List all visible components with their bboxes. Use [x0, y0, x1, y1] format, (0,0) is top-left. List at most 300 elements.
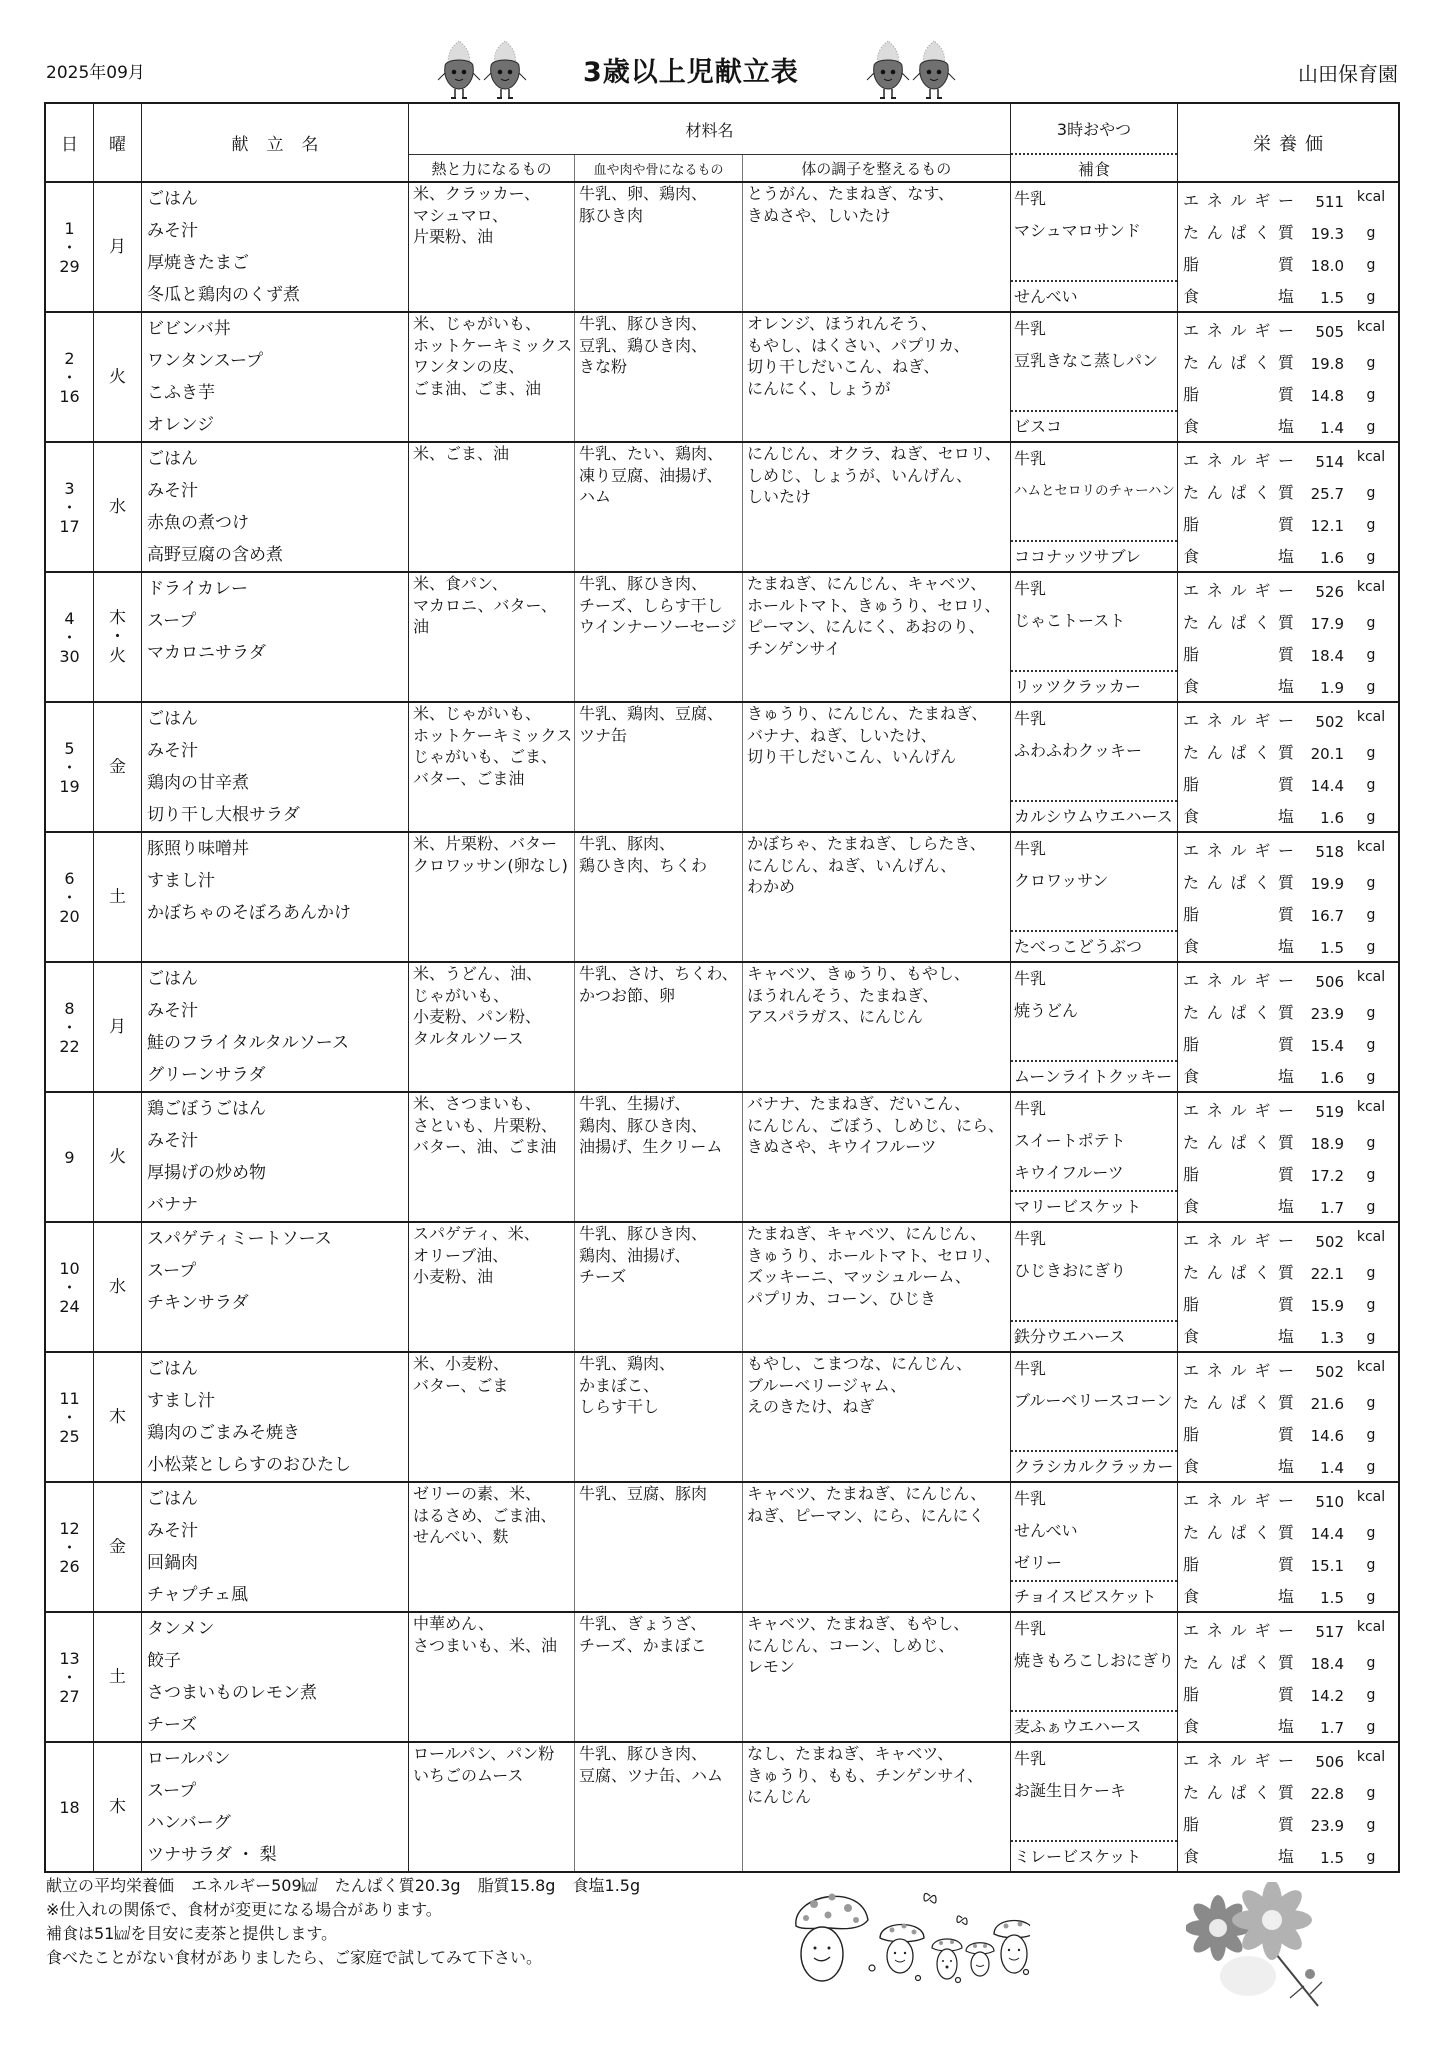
label-glyph: ー	[1277, 970, 1294, 990]
ingredient-line: 小麦粉、油	[413, 1267, 494, 1286]
ingredient-line: スパゲティ、米、	[413, 1224, 540, 1243]
header-condition-foods: 体の調子を整えるもの	[801, 159, 952, 178]
nutrition-cell	[1178, 1093, 1398, 1221]
energy-unit: kcal	[1356, 1359, 1386, 1375]
day-label: ・	[61, 237, 78, 257]
protein-label	[1183, 480, 1294, 503]
label-glyph: く	[1254, 222, 1271, 242]
ingredient-line: なし、たまねぎ、キャベツ、	[747, 1744, 954, 1763]
label-glyph: 質	[1277, 1652, 1294, 1672]
salt-line	[1183, 539, 1398, 571]
nutrition-cell	[1178, 1353, 1398, 1481]
fat-value: 12.1	[1310, 517, 1344, 535]
menu-items-cell	[142, 963, 409, 1091]
energy-unit: kcal	[1356, 1749, 1386, 1765]
snack-item: ゼリー	[1014, 1553, 1063, 1572]
ingredient-line: 牛乳、豚肉、	[579, 834, 676, 853]
salt-line	[1183, 669, 1398, 701]
day-cell	[46, 1093, 94, 1221]
salt-unit: g	[1366, 549, 1376, 565]
menu-month: 2025年09月	[46, 63, 145, 83]
fat-label	[1183, 642, 1294, 665]
label-glyph: 質	[1277, 1684, 1294, 1704]
menu-item: 鶏肉の甘辛煮	[147, 773, 249, 793]
energy-line	[1183, 1613, 1398, 1645]
salt-unit: g	[1366, 1199, 1376, 1215]
menu-item: スープ	[147, 611, 197, 631]
day-label: 12	[59, 1518, 80, 1538]
menu-items-cell	[142, 833, 409, 961]
salt-line	[1183, 1579, 1398, 1611]
label-glyph: 脂	[1183, 1684, 1200, 1704]
snack-cell	[1011, 313, 1178, 441]
day-label: ・	[61, 1537, 78, 1557]
header-snack-title: 3時おやつ	[1011, 104, 1177, 155]
salt-value: 1.9	[1320, 679, 1344, 697]
supplement-item: クラシカルクラッカー	[1014, 1457, 1174, 1476]
table-header	[46, 104, 1398, 183]
energy-label	[1183, 578, 1294, 601]
label-glyph: 食	[1183, 1326, 1200, 1346]
label-glyph: た	[1183, 222, 1200, 242]
protein-unit: g	[1366, 485, 1376, 501]
menu-row	[46, 833, 1398, 963]
menu-item: 豚照り味噌丼	[147, 839, 249, 859]
day-label: 4	[64, 608, 75, 628]
protein-unit: g	[1366, 745, 1376, 761]
energy-line	[1183, 573, 1398, 605]
menu-item: スープ	[147, 1261, 197, 1281]
snack-cell	[1011, 1483, 1178, 1611]
fat-label	[1183, 1812, 1294, 1835]
condition-foods-cell	[743, 1483, 1011, 1611]
label-glyph: 質	[1277, 1424, 1294, 1444]
day-label: 13	[59, 1648, 80, 1668]
label-glyph: く	[1254, 742, 1271, 762]
menu-items-cell	[142, 573, 409, 701]
header-energy-foods: 熱と力になるもの	[409, 155, 575, 181]
label-glyph: ギ	[1254, 320, 1271, 340]
snack-item: 牛乳	[1014, 1229, 1047, 1248]
protein-value: 19.9	[1310, 875, 1344, 893]
salt-unit: g	[1366, 809, 1376, 825]
snack-item: クロワッサン	[1014, 871, 1109, 890]
energy-unit: kcal	[1356, 319, 1386, 335]
fat-line	[1183, 1807, 1398, 1839]
weekday-label: 金	[109, 1537, 126, 1557]
day-label: 17	[59, 516, 80, 536]
day-label: 18	[59, 1797, 80, 1817]
label-glyph: ギ	[1254, 1360, 1271, 1380]
energy-unit: kcal	[1356, 1619, 1386, 1635]
protein-unit: g	[1366, 1265, 1376, 1281]
label-glyph: く	[1254, 1782, 1271, 1802]
salt-label	[1183, 804, 1294, 827]
ingredient-line: 米、食パン、	[413, 574, 508, 593]
fat-value: 15.9	[1310, 1297, 1344, 1315]
menu-row	[46, 313, 1398, 443]
nutrition-cell	[1178, 1223, 1398, 1351]
protein-label	[1183, 1260, 1294, 1283]
menu-item: みそ汁	[147, 221, 198, 241]
label-glyph: ぱ	[1230, 1262, 1247, 1282]
label-glyph: 塩	[1277, 1716, 1294, 1736]
energy-label	[1183, 1358, 1294, 1381]
menu-item: グリーンサラダ	[147, 1065, 266, 1085]
label-glyph: ぱ	[1230, 742, 1247, 762]
snack-items	[1011, 313, 1177, 412]
label-glyph: ギ	[1254, 1620, 1271, 1640]
snack-item: 牛乳	[1014, 969, 1047, 988]
menu-item: チャプチェ風	[147, 1585, 248, 1605]
fat-line	[1183, 1677, 1398, 1709]
energy-unit: kcal	[1356, 1099, 1386, 1115]
day-label: ・	[61, 887, 78, 907]
menu-item: スープ	[147, 1781, 197, 1801]
ingredient-line: クロワッサン(卵なし)	[413, 855, 568, 875]
ingredient-line: 米、じゃがいも、	[413, 314, 542, 333]
energy-value: 511	[1315, 193, 1344, 211]
protein-unit: g	[1366, 1005, 1376, 1021]
label-glyph: ん	[1206, 482, 1223, 502]
weekday-label: 水	[109, 1277, 126, 1297]
body-foods-cell	[575, 1353, 743, 1481]
energy-value: 506	[1315, 973, 1344, 991]
label-glyph: 食	[1183, 286, 1200, 306]
menu-items-cell	[142, 1613, 409, 1741]
body-foods-cell	[575, 1613, 743, 1741]
header-body-foods: 血や肉や骨になるもの	[575, 155, 743, 181]
fat-line	[1183, 637, 1398, 669]
fat-value: 15.4	[1310, 1037, 1344, 1055]
energy-foods-cell	[409, 573, 575, 701]
ingredient-line: ズッキーニ、マッシュルーム、	[747, 1267, 971, 1286]
salt-value: 1.5	[1320, 1849, 1344, 1867]
label-glyph: 質	[1277, 222, 1294, 242]
day-cell	[46, 703, 94, 831]
day-label: 24	[59, 1296, 80, 1316]
supplement-item: ムーンライトクッキー	[1014, 1067, 1173, 1086]
label-glyph: ネ	[1206, 1100, 1223, 1120]
menu-item: すまし汁	[147, 1391, 215, 1411]
label-glyph: 脂	[1183, 774, 1200, 794]
menu-items-cell	[142, 1093, 409, 1221]
ingredient-line: にんじん、ごぼう、しめじ、にら、	[747, 1115, 1004, 1135]
nutrition-cell	[1178, 183, 1398, 311]
condition-foods-cell	[743, 1353, 1011, 1481]
salt-line	[1183, 1319, 1398, 1351]
label-glyph: ん	[1206, 742, 1223, 762]
label-glyph: ぱ	[1230, 1392, 1247, 1412]
energy-label	[1183, 318, 1294, 341]
ingredient-line: 牛乳、豚ひき肉、	[579, 1224, 708, 1243]
ingredient-line: マカロニ、バター、	[413, 595, 557, 615]
ingredient-line: ねぎ、ピーマン、にら、にんにく	[747, 1505, 985, 1525]
ingredient-line: オレンジ、ほうれんそう、	[747, 314, 937, 333]
energy-unit: kcal	[1356, 449, 1386, 465]
label-glyph: 脂	[1183, 1164, 1200, 1184]
snack-item: 牛乳	[1014, 1619, 1047, 1638]
energy-value: 510	[1315, 1493, 1344, 1511]
salt-line	[1183, 1189, 1398, 1221]
header-ingredients	[409, 104, 1011, 181]
ingredient-line: しめじ、しょうが、いんげん、	[747, 465, 972, 485]
protein-label	[1183, 350, 1294, 373]
label-glyph: 質	[1277, 742, 1294, 762]
label-glyph: ネ	[1206, 580, 1223, 600]
snack-item: 牛乳	[1014, 319, 1047, 338]
salt-unit: g	[1366, 679, 1376, 695]
energy-value: 526	[1315, 583, 1344, 601]
ingredient-line: もやし、はくさい、パプリカ、	[747, 335, 970, 355]
label-glyph: ぱ	[1230, 1002, 1247, 1022]
label-glyph: ネ	[1206, 840, 1223, 860]
day-label: ・	[61, 367, 78, 387]
menu-table	[44, 102, 1400, 1873]
label-glyph: ネ	[1206, 710, 1223, 730]
ingredient-line: はるさめ、ごま油、	[413, 1505, 557, 1525]
ingredient-line: ハム	[579, 487, 612, 506]
snack-item: 牛乳	[1014, 1099, 1047, 1118]
body-foods-cell	[575, 313, 743, 441]
day-label: 30	[59, 646, 80, 666]
menu-row	[46, 1093, 1398, 1223]
snack-items	[1011, 573, 1177, 672]
day-cell	[46, 313, 94, 441]
fat-unit: g	[1366, 1167, 1376, 1183]
salt-value: 1.4	[1320, 1459, 1344, 1477]
menu-row	[46, 443, 1398, 573]
salt-line	[1183, 929, 1398, 961]
menu-item: ごはん	[147, 189, 198, 209]
label-glyph: 脂	[1183, 1034, 1200, 1054]
weekday-cell	[94, 1483, 142, 1611]
label-glyph: ギ	[1254, 1490, 1271, 1510]
energy-foods-cell	[409, 1483, 575, 1611]
menu-item: 赤魚の煮つけ	[147, 513, 249, 533]
snack-item: お誕生日ケーキ	[1014, 1781, 1127, 1800]
fat-line	[1183, 507, 1398, 539]
energy-line	[1183, 443, 1398, 475]
label-glyph: エ	[1183, 710, 1200, 730]
salt-value: 1.7	[1320, 1199, 1344, 1217]
label-glyph: エ	[1183, 1750, 1200, 1770]
label-glyph: た	[1183, 1392, 1200, 1412]
protein-label	[1183, 1390, 1294, 1413]
label-glyph: ー	[1277, 190, 1294, 210]
label-glyph: ギ	[1254, 710, 1271, 730]
day-label: 25	[59, 1426, 80, 1446]
ingredient-line: えのきたけ、ねぎ	[747, 1397, 875, 1416]
snack-cell	[1011, 1743, 1178, 1871]
ingredient-line: ピーマン、にんにく、あおのり、	[747, 617, 985, 636]
fat-label	[1183, 1682, 1294, 1705]
ingredient-line: オリーブ油、	[413, 1245, 509, 1265]
day-cell	[46, 1353, 94, 1481]
fat-value: 18.4	[1310, 647, 1344, 665]
energy-line	[1183, 1093, 1398, 1125]
snack-item: 焼うどん	[1014, 1001, 1079, 1020]
weekday-cell	[94, 573, 142, 701]
protein-value: 23.9	[1310, 1005, 1344, 1023]
protein-value: 18.9	[1310, 1135, 1344, 1153]
salt-unit: g	[1366, 1719, 1376, 1735]
protein-label	[1183, 1130, 1294, 1153]
menu-row	[46, 1613, 1398, 1743]
fat-value: 18.0	[1310, 257, 1344, 275]
fat-line	[1183, 247, 1398, 279]
menu-items-cell	[142, 183, 409, 311]
ingredient-line: ツナ缶	[579, 725, 628, 745]
protein-unit: g	[1366, 1525, 1376, 1541]
menu-item: みそ汁	[147, 1131, 198, 1151]
weekday-cell	[94, 833, 142, 961]
fat-unit: g	[1366, 647, 1376, 663]
condition-foods-cell	[743, 1093, 1011, 1221]
ingredient-line: もやし、こまつな、にんじん、	[747, 1354, 972, 1373]
day-label: 3	[64, 478, 75, 498]
ingredient-line: チンゲンサイ	[747, 638, 841, 658]
snack-cell	[1011, 963, 1178, 1091]
protein-value: 18.4	[1310, 1655, 1344, 1673]
ingredient-line: じゃがいも、	[413, 985, 510, 1005]
label-glyph: ー	[1277, 320, 1294, 340]
snack-item: 豆乳きなこ蒸しパン	[1014, 351, 1159, 370]
day-label: 5	[64, 738, 75, 758]
ingredient-line: 鶏肉、豚ひき肉、	[579, 1115, 708, 1135]
snack-items	[1011, 1483, 1177, 1582]
header-snack	[1011, 104, 1178, 181]
label-glyph: ー	[1277, 1230, 1294, 1250]
snack-items	[1011, 1223, 1177, 1322]
weekday-cell	[94, 963, 142, 1091]
ingredient-line: ホットケーキミックス	[413, 335, 573, 355]
energy-line	[1183, 833, 1398, 865]
menu-item: すまし汁	[147, 871, 215, 891]
ingredient-line: 米、ごま、油	[413, 444, 510, 463]
salt-unit: g	[1366, 1849, 1376, 1865]
protein-unit: g	[1366, 615, 1376, 631]
label-glyph: ネ	[1206, 1360, 1223, 1380]
ingredient-line: とうがん、たまねぎ、なす、	[747, 184, 955, 203]
fat-label	[1183, 902, 1294, 925]
facility-name: 山田保育園	[1298, 62, 1398, 86]
protein-line	[1183, 215, 1398, 247]
page-title: 3歳以上児献立表	[583, 57, 799, 88]
ingredient-line: 牛乳、ぎょうざ、	[579, 1614, 707, 1633]
ingredient-line: 切り干しだいこん、ねぎ、	[747, 357, 940, 376]
menu-item: マカロニサラダ	[147, 643, 266, 663]
snack-item: 牛乳	[1014, 839, 1047, 858]
fat-line	[1183, 1157, 1398, 1189]
label-glyph: エ	[1183, 1100, 1200, 1120]
label-glyph: た	[1183, 1262, 1200, 1282]
day-label: ・	[61, 497, 78, 517]
energy-label	[1183, 838, 1294, 861]
snack-item: キウイフルーツ	[1014, 1163, 1124, 1182]
ingredient-line: きゅうり、ホールトマト、セロリ、	[747, 1245, 1001, 1265]
nutrition-cell	[1178, 703, 1398, 831]
label-glyph: ー	[1277, 450, 1294, 470]
label-glyph: 塩	[1277, 1846, 1294, 1866]
protein-label	[1183, 1000, 1294, 1023]
energy-foods-cell	[409, 313, 575, 441]
menu-item: タンメン	[147, 1619, 215, 1639]
label-glyph: エ	[1183, 1230, 1200, 1250]
weekday-label: 金	[109, 757, 126, 777]
salt-label	[1183, 1064, 1294, 1087]
snack-item: 牛乳	[1014, 709, 1047, 728]
salt-label	[1183, 284, 1294, 307]
condition-foods-cell	[743, 963, 1011, 1091]
label-glyph: エ	[1183, 450, 1200, 470]
salt-unit: g	[1366, 939, 1376, 955]
energy-line	[1183, 1743, 1398, 1775]
ingredient-line: きな粉	[579, 357, 628, 376]
nutrition-cell	[1178, 1483, 1398, 1611]
fat-unit: g	[1366, 1297, 1376, 1313]
day-label: 20	[59, 906, 80, 926]
label-glyph: 食	[1183, 676, 1200, 696]
ingredient-line: 牛乳、卵、鶏肉、	[579, 184, 708, 203]
menu-items-cell	[142, 1743, 409, 1871]
salt-label	[1183, 1454, 1294, 1477]
label-glyph: ル	[1230, 320, 1247, 340]
ingredient-line: 牛乳、たい、鶏肉、	[579, 444, 724, 463]
salt-value: 1.5	[1320, 289, 1344, 307]
protein-line	[1183, 735, 1398, 767]
day-label: ・	[61, 757, 78, 777]
snack-cell	[1011, 1353, 1178, 1481]
menu-row	[46, 1743, 1398, 1871]
salt-label	[1183, 1584, 1294, 1607]
salt-line	[1183, 279, 1398, 311]
protein-unit: g	[1366, 355, 1376, 371]
ingredient-line: たまねぎ、キャベツ、にんじん、	[747, 1224, 987, 1243]
snack-cell	[1011, 703, 1178, 831]
weekday-label: 土	[109, 1667, 126, 1687]
ingredient-line: にんにく、しょうが	[747, 378, 891, 398]
snack-cell	[1011, 573, 1178, 701]
menu-items-cell	[142, 703, 409, 831]
ingredient-line: 牛乳、豚ひき肉、	[579, 314, 708, 333]
ingredient-line: 油	[413, 617, 430, 636]
supplement-item: チョイスビスケット	[1014, 1587, 1157, 1606]
supplement-item: せんべい	[1014, 287, 1078, 306]
cosmos-flower-illustration	[1186, 1882, 1331, 2010]
fat-label	[1183, 1032, 1294, 1055]
salt-unit: g	[1366, 289, 1376, 305]
energy-value: 517	[1315, 1623, 1344, 1641]
energy-line	[1183, 703, 1398, 735]
ingredient-line: ホットケーキミックス	[413, 725, 573, 745]
fat-unit: g	[1366, 1427, 1376, 1443]
energy-label	[1183, 1618, 1294, 1641]
energy-value: 506	[1315, 1753, 1344, 1771]
snack-items	[1011, 183, 1177, 282]
menu-item: バナナ	[147, 1195, 198, 1215]
menu-item: オレンジ	[147, 415, 215, 435]
label-glyph: ギ	[1254, 1230, 1271, 1250]
body-foods-cell	[575, 1223, 743, 1351]
ingredient-line: さつまいも、米、油	[413, 1635, 558, 1655]
label-glyph: ん	[1206, 222, 1223, 242]
label-glyph: 食	[1183, 1456, 1200, 1476]
ingredient-line: チーズ、かまぼこ	[579, 1635, 707, 1655]
fat-unit: g	[1366, 1687, 1376, 1703]
snack-item: せんべい	[1014, 1521, 1078, 1540]
label-glyph: エ	[1183, 1490, 1200, 1510]
